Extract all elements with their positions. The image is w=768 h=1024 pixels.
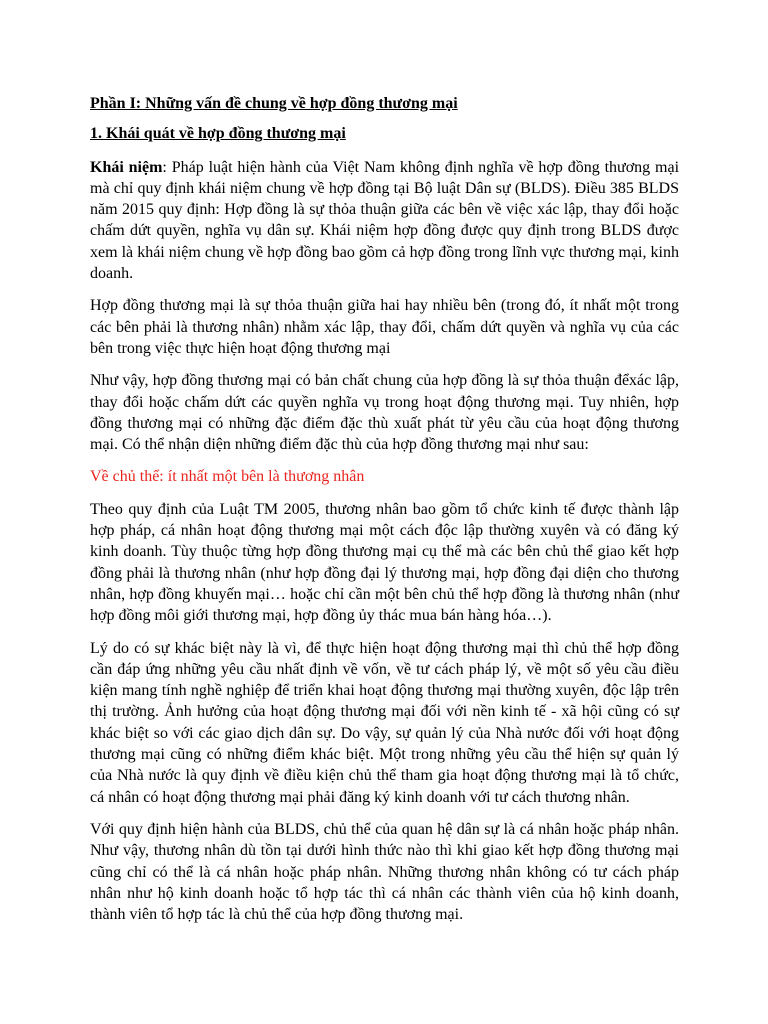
section-heading: 1. Khái quát về hợp đồng thương mại <box>90 125 346 143</box>
characteristics-intro-paragraph: Như vậy, hợp đồng thương mại có bản chất chung của hợp đồng là sự thỏa thuận đểxác lập, thay đổi hoặc chấm dứt các quyền nghĩa vụ trong hoạt động thương mại. Tuy nhiên, hợp đồng thương mại có những đặc điểm đặc thù xuất phát từ yêu cầu của hoạt động thương mại. Có thể nhận diện những điểm đặc thù của hợp đồng thương mại như sau: <box>90 372 679 454</box>
definition-text: : Pháp luật hiện hành của Việt Nam không định nghĩa về hợp đồng thương mại mà chỉ quy định khái niệm chung về hợp đồng tại Bộ luật Dân sự (BLDS). Điều 385 BLDS năm 2015 quy định: Hợp đồng là sự thỏa thuận giữa các bên về việc xác lập, thay đổi hoặc chấm dứt quyền, nghĩa vụ dân sự. Khái niệm hợp đồng được quy định trong BLDS được xem là khái niệm chung về hợp đồng bao gồm cả hợp đồng trong lĩnh vực thương mại, kinh doanh. <box>90 158 680 283</box>
commercial-contract-definition-paragraph: Hợp đồng thương mại là sự thỏa thuận giữa hai hay nhiều bên (trong đó, ít nhất một trong các bên phải là thương nhân) nhằm xác lập, thay đổi, chấm dứt quyền và nghĩa vụ của các bên trong việc thực hiện hoạt động thương mại <box>90 297 679 357</box>
definition-paragraph <box>90 157 679 285</box>
part-heading: Phần I: Những vấn đề chung về hợp đồng thương mại <box>90 95 458 112</box>
subject-heading: Về chủ thể: ít nhất một bên là thương nhân <box>90 468 365 486</box>
reason-paragraph: Lý do có sự khác biệt này là vì, để thực hiện hoạt động thương mại thì chủ thể hợp đồng cần đáp ứng những yêu cầu nhất định về vốn, về tư cách pháp lý, về một số yêu cầu điều kiện mang tính nghề nghiệp để triển khai hoạt động thương mại thường xuyên, độc lập trên thị trường. Ảnh hưởng của hoạt động thương mại đối với nền kinh tế - xã hội cũng có sự khác biệt so với các giao dịch dân sự. Do vậy, sự quản lý của Nhà nước đối với hoạt động thương mại cũng có những điểm khác biệt. Một trong những yêu cầu thể hiện sự quản lý của Nhà nước là quy định về điều kiện chủ thể tham gia hoạt động thương mại là tổ chức, cá nhân có hoạt động thương mại phải đăng ký kinh doanh với tư cách thương nhân. <box>90 639 679 806</box>
merchant-definition-paragraph: Theo quy định của Luật TM 2005, thương nhân bao gồm tổ chức kinh tế được thành lập hợp pháp, cá nhân hoạt động thương mại một cách độc lập thường xuyên và có đăng ký kinh doanh. Tùy thuộc từng hợp đồng thương mại cụ thể mà các bên chủ thể giao kết hợp đồng phải là thương nhân (như hợp đồng đại lý thương mại, hợp đồng đại diện cho thương nhân, hợp đồng khuyến mại… hoặc chỉ cần một bên chủ thể hợp đồng là thương nhân (như hợp đồng môi giới thương mại, hợp đồng ủy thác mua bán hàng hóa…). <box>90 500 679 625</box>
document-page <box>90 93 679 936</box>
definition-term: Khái niệm <box>90 158 163 176</box>
civil-code-subject-paragraph: Với quy định hiện hành của BLDS, chủ thể của quan hệ dân sự là cá nhân hoặc pháp nhân. Như vậy, thương nhân dù tồn tại dưới hình thức nào thì khi giao kết hợp đồng thương mại cũng chỉ có thể là cá nhân hoặc pháp nhân. Những thương nhân không có tư cách pháp nhân như hộ kinh doanh hoặc tổ hợp tác thì cá nhân các thành viên của hộ kinh doanh, thành viên tổ hợp tác là chủ thể của hợp đồng thương mại. <box>90 820 679 924</box>
